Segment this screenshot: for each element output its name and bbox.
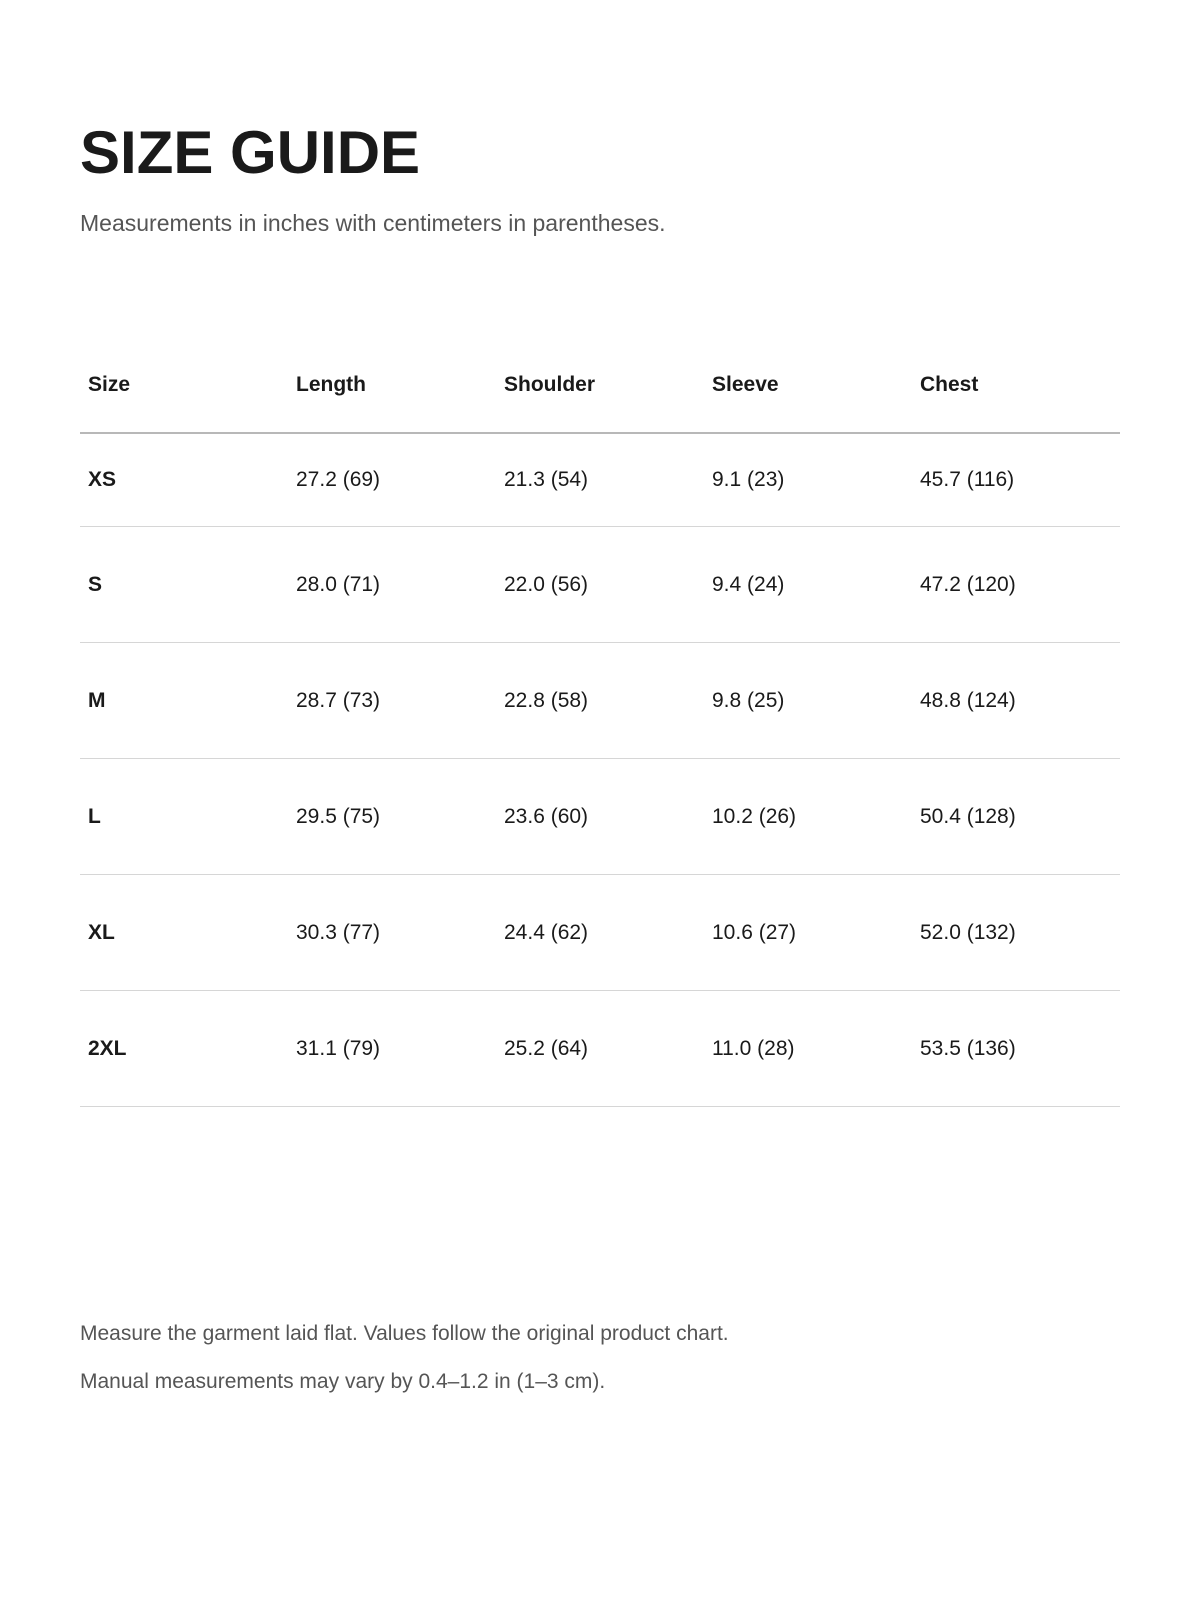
page-title: SIZE GUIDE (80, 119, 421, 186)
chest-cell: 50.4 (128) (912, 759, 1120, 875)
chest-cell: 52.0 (132) (912, 875, 1120, 991)
table-row (80, 433, 1120, 527)
shoulder-cell: 22.0 (56) (496, 527, 704, 643)
sleeve-cell: 10.2 (26) (704, 759, 912, 875)
size-cell: 2XL (80, 991, 288, 1107)
footnotes (80, 1320, 729, 1416)
sleeve-cell: 9.1 (23) (704, 433, 912, 527)
length-cell: 29.5 (75) (288, 759, 496, 875)
table-header-row (80, 338, 1120, 433)
chest-cell: 47.2 (120) (912, 527, 1120, 643)
length-cell: 30.3 (77) (288, 875, 496, 991)
sleeve-cell: 9.8 (25) (704, 643, 912, 759)
table-row (80, 759, 1120, 875)
size-cell: XS (80, 433, 288, 527)
table-row (80, 643, 1120, 759)
length-cell: 31.1 (79) (288, 991, 496, 1107)
sleeve-cell: 10.6 (27) (704, 875, 912, 991)
shoulder-cell: 24.4 (62) (496, 875, 704, 991)
column-header-shoulder: Shoulder (496, 338, 704, 433)
chest-cell: 53.5 (136) (912, 991, 1120, 1107)
chest-cell: 48.8 (124) (912, 643, 1120, 759)
page-subtitle: Measurements in inches with centimeters in parentheses. (80, 210, 666, 236)
table-row (80, 991, 1120, 1107)
size-cell: L (80, 759, 288, 875)
column-header-sleeve: Sleeve (704, 338, 912, 433)
length-cell: 28.0 (71) (288, 527, 496, 643)
size-cell: XL (80, 875, 288, 991)
sleeve-cell: 11.0 (28) (704, 991, 912, 1107)
chest-cell: 45.7 (116) (912, 433, 1120, 527)
table-row (80, 875, 1120, 991)
length-cell: 27.2 (69) (288, 433, 496, 527)
shoulder-cell: 22.8 (58) (496, 643, 704, 759)
size-table (80, 338, 1120, 1107)
footnote-variance: Manual measurements may vary by 0.4–1.2 in (1–3 cm). (80, 1370, 606, 1393)
shoulder-cell: 21.3 (54) (496, 433, 704, 527)
table-row (80, 527, 1120, 643)
shoulder-cell: 25.2 (64) (496, 991, 704, 1107)
column-header-size: Size (80, 338, 288, 433)
length-cell: 28.7 (73) (288, 643, 496, 759)
column-header-length: Length (288, 338, 496, 433)
size-cell: M (80, 643, 288, 759)
column-header-chest: Chest (912, 338, 1120, 433)
sleeve-cell: 9.4 (24) (704, 527, 912, 643)
shoulder-cell: 23.6 (60) (496, 759, 704, 875)
size-cell: S (80, 527, 288, 643)
footnote-measure-flat: Measure the garment laid flat. Values follow the original product chart. (80, 1322, 729, 1345)
